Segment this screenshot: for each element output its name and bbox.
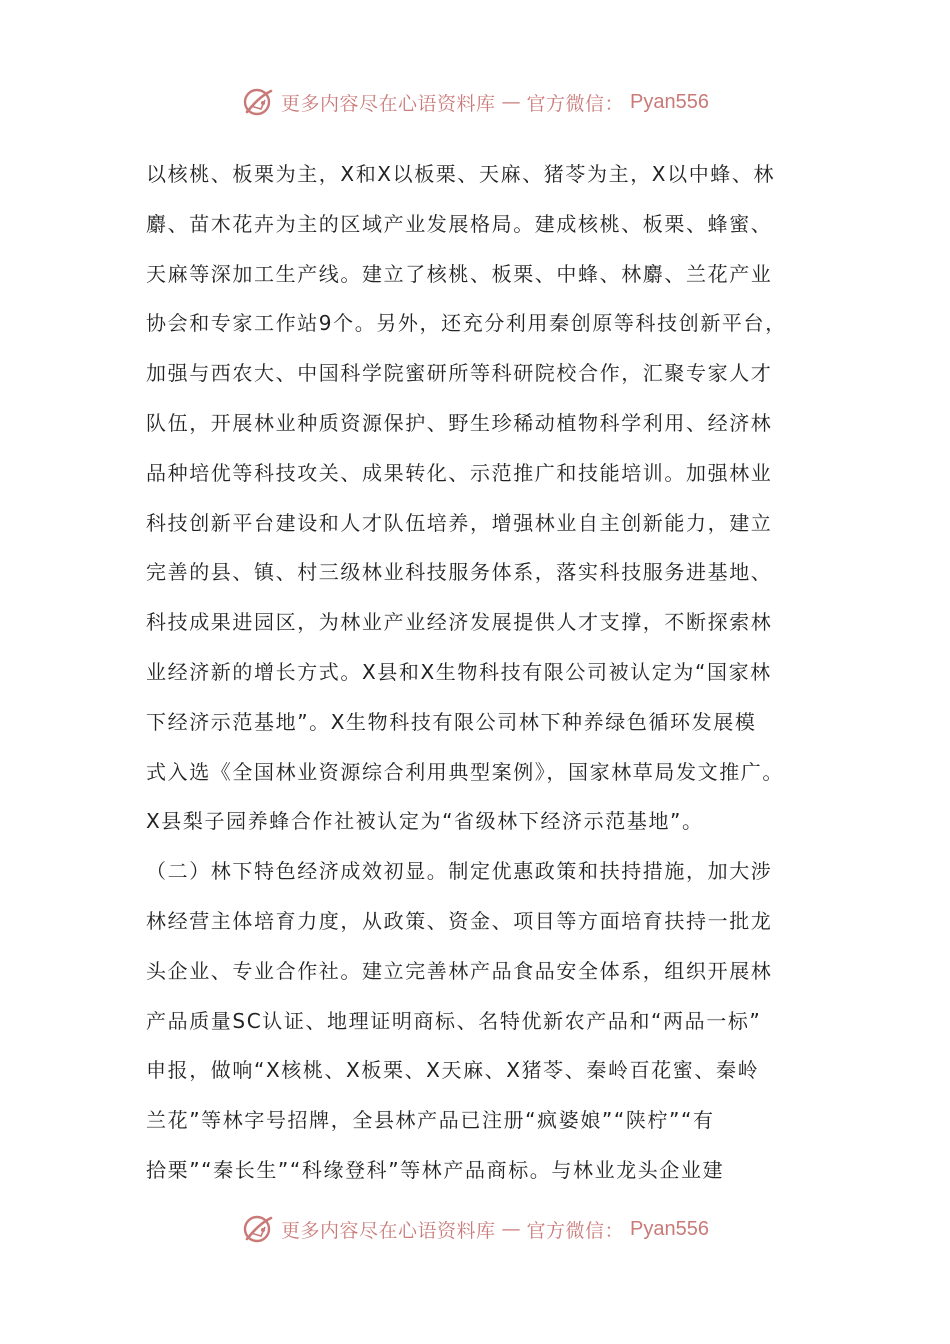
pen-signature-icon [241,1212,275,1246]
watermark-separator: — [501,91,521,113]
text-line: 队伍，开展林业种质资源保护、野生珍稀动植物科学利用、经济林 [146,410,773,435]
text-line: 以核桃、板栗为主，X和X以板栗、天麻、猪苓为主，X以中蜂、林 [146,162,776,186]
watermark-banner-bottom [0,1209,950,1249]
text-line: 科技成果进园区，为林业产业经济发展提供人才支撑，不断探索林 [146,610,773,635]
document-body [146,150,810,1196]
text-line: 产品质量SC认证、地理证明商标、名特优新农产品和“两品一标” [146,1008,762,1033]
text-line: 头企业、专业合作社。建立完善林产品食品安全体系，组织开展林 [146,958,773,983]
text-line: 申报，做响“X核桃、X板栗、X天麻、X猪苓、秦岭百花蜜、秦岭 [146,1058,760,1083]
watermark-handle-label: 官方微信： [526,1219,625,1242]
watermark-handle-label: 官方微信： [526,92,625,115]
pen-signature-icon [241,85,275,119]
text-line: 科技创新平台建设和人才队伍培养，增强林业自主创新能力，建立 [146,510,773,535]
watermark-banner-top [0,82,950,122]
text-line: 业经济新的增长方式。X县和X生物科技有限公司被认定为“国家林 [146,659,772,684]
watermark-handle: Pyan556 [630,1217,709,1240]
text-line: 完善的县、镇、村三级林业科技服务体系，落实科技服务进基地、 [146,560,773,585]
text-line: X县梨子园养蜂合作社被认定为“省级林下经济示范基地”。 [146,809,704,834]
watermark-separator: — [501,1218,521,1240]
text-line: 下经济示范基地”。X生物科技有限公司林下种养绿色循环发展模 [146,709,757,734]
section-heading-line: （二）林下特色经济成效初显。制定优惠政策和扶持措施，加大涉 [146,859,773,884]
watermark-handle: Pyan556 [630,90,709,113]
text-line: 加强与西农大、中国科学院蜜研所等科研院校合作，汇聚专家人才 [146,361,773,386]
text-line: 拾栗”“秦长生”“科缘登科”等林产品商标。与林业龙头企业建 [146,1157,725,1182]
text-line: 麝、苗木花卉为主的区域产业发展格局。建成核桃、板栗、蜂蜜、 [146,211,773,236]
watermark-text: 更多内容尽在心语资料库 [281,1219,496,1242]
text-line: 天麻等深加工生产线。建立了核桃、板栗、中蜂、林麝、兰花产业 [146,261,773,286]
text-line: 林经营主体培育力度，从政策、资金、项目等方面培育扶持一批龙 [146,908,773,933]
text-line: 品种培优等科技攻关、成果转化、示范推广和技能培训。加强林业 [146,460,773,485]
text-line: 兰花”等林字号招牌，全县林产品已注册“疯婆娘”“陕柠”“有 [146,1108,715,1133]
text-line: 式入选《全国林业资源综合利用典型案例》，国家林草局发文推广。 [146,759,784,784]
watermark-text: 更多内容尽在心语资料库 [281,92,496,115]
text-line: 协会和专家工作站9个。另外，还充分利用秦创原等科技创新平台， [146,311,787,336]
